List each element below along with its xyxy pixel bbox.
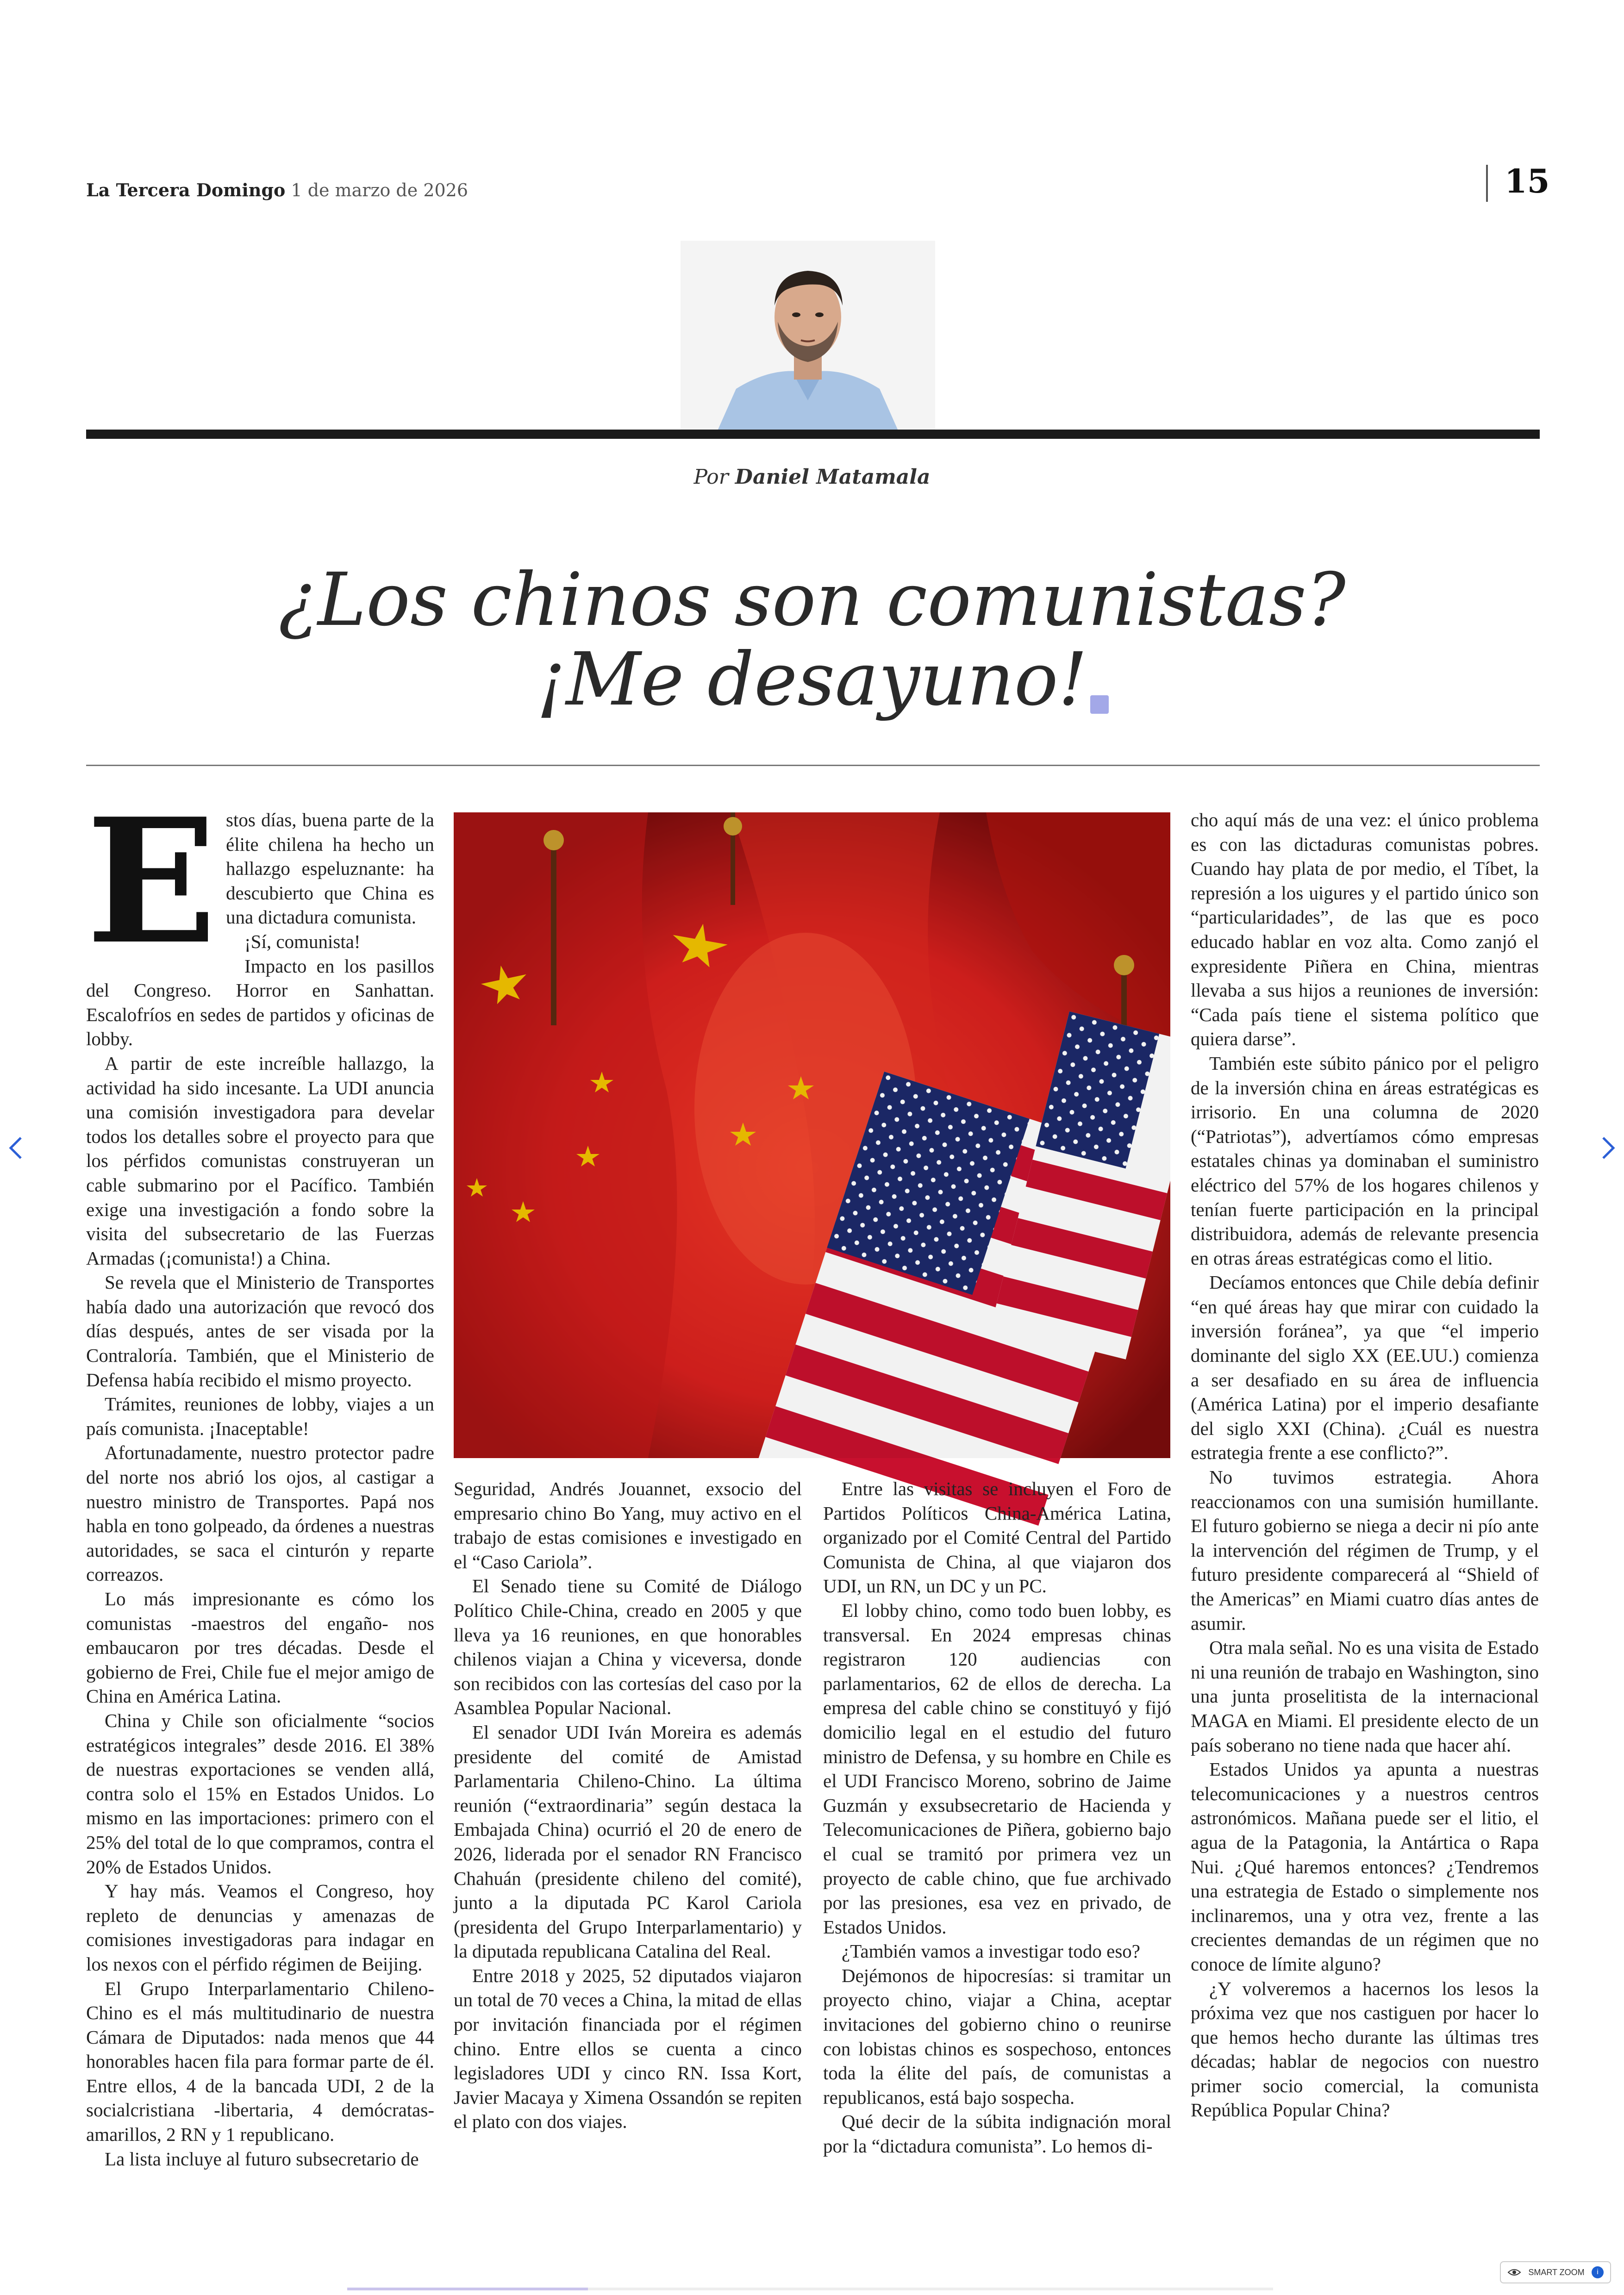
- article-column-1: [86, 781, 434, 2170]
- paragraph: Afortunadamente, nuestro protector padre del norte nos abrió los ojos, al castigar a nuestro ministro de Transportes. Papá nos habla en tono golpeado, da órdenes a nuestras autoridades, se saca el cinturón y reparte correazos.: [86, 1442, 434, 1585]
- paragraph: Decíamos entonces que Chile debía definir “en qué áreas hay que mirar con cuidado la inversión foránea”, ya que “el imperio dominante del siglo XX (EE.UU.) comienza a ser desafiado en su área de influencia (América Latina) por el imperio desafiante del siglo XXI (China). ¿Cuál es nuestra estrategia frente a ese conflicto?”.: [1191, 1272, 1539, 1464]
- header-rule: [86, 430, 1540, 439]
- chevron-left-icon: [5, 1129, 28, 1166]
- headline: [139, 557, 1485, 722]
- reading-progress-fill: [347, 2288, 588, 2290]
- paragraph: Dejémonos de hipocresías: si tramitar un proyecto chino, viajar a China, aceptar invitaciones del gobierno chino o reunirse con lobistas chinos es sospechoso, entonces toda la élite del país, de comunistas a republicanos, está bajo sospecha.: [823, 1964, 1171, 2108]
- author-name: Daniel Matamala: [735, 465, 931, 489]
- byline-prefix: Por: [693, 465, 729, 489]
- smart-zoom-label: SMART ZOOM: [1528, 2267, 1585, 2277]
- author-portrait: [681, 241, 935, 430]
- paragraph: Qué decir de la súbita indignación moral por la “dictadura comunista”. Lo hemos di-: [823, 2111, 1171, 2157]
- paragraph: El lobby chino, como todo buen lobby, es transversal. En 2024 empresas chinas registraron 120 audiencias con parlamentarios, 62 de ellos de derecha. La empresa del cable chino se constituyó y fijó domicilio legal en el estudio del futuro ministro de Defensa, y su hombre en Chile es el UDI Francisco Moreno, sobrino de Jaime Guzmán y exsubsecretario de Hacienda y Telecomunicaciones de Piñera, gobierno bajo el cual se tramitó por primera vez un proyecto de cable chino, que fue archivado por las presiones, esa vez en privado, de Estados Unidos.: [823, 1599, 1171, 1938]
- byline: [0, 465, 1624, 489]
- flags-photo: [454, 812, 1170, 1458]
- page-number-divider: [1486, 165, 1488, 202]
- publication-name: La Tercera Domingo: [86, 180, 286, 200]
- headline-line-2: ¡Me desayuno!: [536, 637, 1088, 722]
- paragraph: No tuvimos estrategia. Ahora reaccionamos con una sumisión humillante. El futuro gobierno se niega a decir ni pío ante la intervención del régimen de Trump, y el futuro presidente comparecerá al “Shield of the Americas” en Miami cuatro días antes de asumir.: [1191, 1466, 1539, 1634]
- publication-header: [86, 180, 468, 200]
- eye-icon: [1507, 2268, 1521, 2277]
- paragraph: También este súbito pánico por el peligro de la inversión china en áreas estratégicas es irrisorio. En una columna de 2020 (“Patriotas”), advertíamos cómo empresas estatales chinas ya dominaban el suministro eléctrico del 57% de los hogares chilenos y tenían fuerte participación en la principal distribuidora, además de relevante presencia en otras áreas estratégicas como el litio.: [1191, 1052, 1539, 1269]
- paragraph: Y hay más. Veamos el Congreso, hoy repleto de denuncias y amenazas de comisiones investigadoras para indagar en los nexos con el pérfido régimen de Beijing.: [86, 1880, 434, 1975]
- paragraph: ¿También vamos a investigar todo eso?: [842, 1940, 1140, 1962]
- paragraph: stos días, buena parte de la élite chilena ha hecho un hallazgo espeluznante: ha descubierto que China es una dictadura comunista.: [226, 809, 434, 928]
- paragraph: Entre las visitas se incluyen el Foro de Partidos Políticos China-América Latina, organizado por el Comité Central del Partido Comunista de China, al que viajaron dos UDI, un RN, un DC y un PC.: [823, 1478, 1171, 1597]
- chevron-right-icon: [1596, 1129, 1619, 1166]
- paragraph: El Senado tiene su Comité de Diálogo Político Chile-China, creado en 2005 y que lleva ya 16 reuniones, en que honorables chilenos viajan a China y viceversa, donde son recibidos con las cortesías del caso por la Asamblea Popular Nacional.: [454, 1575, 802, 1719]
- smart-zoom-button[interactable]: [1500, 2261, 1611, 2283]
- paragraph: China y Chile son oficialmente “socios estratégicos integrales” desde 2016. El 38% de nuestras exportaciones se venden allá, contra solo el 15% en Estados Unidos. Lo mismo en las importaciones: primero con el 25% del total de lo que compramos, contra el 20% de Estados Unidos.: [86, 1709, 434, 1877]
- paragraph: El Grupo Interparlamentario Chileno-Chino es el más multitudinario de nuestra Cámara de Diputados: nada menos que 44 honorables hacen fila para formar parte de él. Entre ellos, 4 de la bancada UDI, 2 de la socialcristiana -libertaria, 4 demócratas-amarillos, 2 RN y 1 republicano.: [86, 1977, 434, 2145]
- info-icon[interactable]: i: [1592, 2266, 1604, 2278]
- paragraph: Entre 2018 y 2025, 52 diputados viajaron un total de 70 veces a China, la mitad de ellas por invitación financiada por el régimen chino. Entre ellos se cuenta a cinco legisladores UDI y cinco RN. Issa Kort, Javier Macaya y Ximena Ossandón se repiten el plato con dos viajes.: [454, 1964, 802, 2133]
- paragraph: Se revela que el Ministerio de Transportes había dado una autorización que revocó dos días después, antes de ser visada por la Contraloría. También, que el Ministerio de Defensa había recibido el mismo proyecto.: [86, 1272, 434, 1391]
- next-page-button[interactable]: [1596, 1129, 1619, 1166]
- article-column-3: [823, 1477, 1171, 2157]
- paragraph: Lo más impresionante es cómo los comunistas -maestros del engaño- nos embaucaron por tres décadas. Desde el gobierno de Frei, Chile fue el mejor amigo de China en América Latina.: [86, 1588, 434, 1707]
- paragraph: cho aquí más de una vez: el único problema es con las dictaduras comunistas pobres. Cuando hay plata de por medio, el Tíbet, la represión a los uigures y el partido único son “particularidades”, de las que es poco educado hablar en voz alta. Como zanjó el expresidente Piñera en China, mientras llevaba a sus hijos a reuniones de inversión: “Cada país tiene el sistema político que quiera darse”.: [1191, 809, 1539, 1050]
- page-number: 15: [1505, 162, 1550, 200]
- headline-line-1: ¿Los chinos son comunistas?: [278, 557, 1346, 642]
- paragraph: Seguridad, Andrés Jouannet, exsocio del empresario chino Bo Yang, muy activo en el trabajo de estas comisiones e investigado en el “Caso Cariola”.: [454, 1478, 802, 1572]
- previous-page-button[interactable]: [5, 1129, 28, 1166]
- headline-rule: [86, 765, 1540, 766]
- paragraph: El senador UDI Iván Moreira es además presidente del comité de Amistad Parlamentaria Chileno-Chino. La última reunión (“extraordinaria” según destaca la Embajada China) ocurrió el 20 de enero de 2026, liderada por el senador RN Francisco Chahuán (presidente chileno del comité), junto a la diputada PC Karol Cariola (presidenta del Grupo Interparlamentario) y la diputada republicana Catalina del Real.: [454, 1721, 802, 1962]
- paragraph: Trámites, reuniones de lobby, viajes a un país comunista. ¡Inaceptable!: [86, 1393, 434, 1439]
- paragraph: ¡Sí, comunista!: [244, 930, 361, 952]
- article-column-2: [454, 1477, 802, 2133]
- paragraph: A partir de este increíble hallazgo, la actividad ha sido incesante. La UDI anuncia una comisión investigadora para develar todos los detalles sobre el proyecto para que los pérfidos comunistas construyeran un cable submarino por el Pacífico. También exige una investigación a fondo sobre la visita del subsecretario de las Fuerzas Armadas (¡comunista!) a China.: [86, 1052, 434, 1269]
- drop-cap: E: [86, 781, 217, 982]
- publication-date: 1 de marzo de 2026: [291, 180, 468, 200]
- paragraph: ¿Y volveremos a hacernos los lesos la próxima vez que nos castiguen por hacer lo que hemos hecho durante las últimas tres décadas; hablar de negocios con nuestro primer socio comercial, la comunista República Popular China?: [1191, 1977, 1539, 2121]
- note-marker-icon[interactable]: [1090, 695, 1109, 714]
- paragraph: La lista incluye al futuro subsecretario de: [105, 2148, 419, 2170]
- paragraph: Impacto en los pasillos del Congreso. Horror en Sanhattan. Escalofríos en sedes de partidos y oficinas de lobby.: [86, 955, 434, 1050]
- article-column-4: [1191, 808, 1539, 2127]
- paragraph: Estados Unidos ya apunta a nuestras telecomunicaciones y a nuestros centros astronómicos. Mañana puede ser el litio, el agua de la Patagonia, la Antártica o Rapa Nui. ¿Qué haremos entonces? ¿Tendremos una estrategia de Estado o simplemente nos inclinaremos, una y otra vez, frente a las crecientes demandas de un régimen que no conoce de límite alguno?: [1191, 1759, 1539, 1975]
- paragraph: Otra mala señal. No es una visita de Estado ni una reunión de trabajo en Washington, sino una junta proselitista de la internacional MAGA en Miami. El presidente electo de un país soberano no tiene nada que hacer ahí.: [1191, 1637, 1539, 1756]
